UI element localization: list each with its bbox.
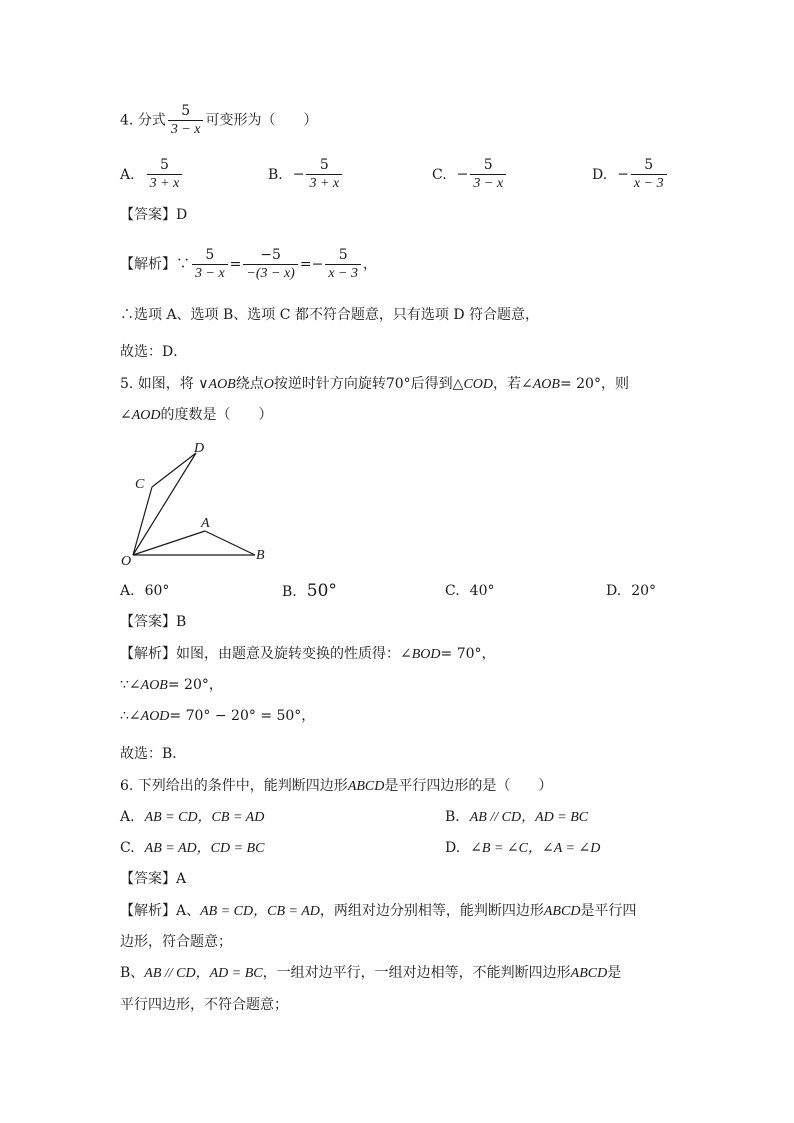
option-label: C. (445, 583, 460, 599)
analysis-text: ∵∠ (120, 677, 141, 693)
option-frac-den: 3 − x (470, 174, 506, 191)
label-d: D (194, 441, 205, 456)
option-value: 20° (631, 583, 657, 599)
stem-text: 的度数是（ ） (160, 407, 273, 423)
option-label: A. (120, 583, 135, 599)
option-value: 40° (469, 583, 495, 599)
q4-option-c[interactable] (432, 158, 508, 191)
q5-choose: 故选：B． (120, 746, 187, 762)
q4-option-b[interactable] (268, 158, 344, 191)
because-symbol: ∵ (176, 256, 190, 273)
answer-tag: 【答案】 (120, 871, 176, 887)
q6-answer (120, 869, 186, 889)
label-b: B (256, 548, 265, 563)
math-condition: AB // CD，AD = BC (144, 966, 263, 981)
stem-text: 绕点 (235, 376, 264, 392)
option-text: AB // CD，AD = BC (469, 810, 589, 825)
q6-analysis-1 (120, 901, 636, 922)
option-fraction (147, 158, 183, 191)
option-label: C. (432, 166, 447, 183)
q5-option-a[interactable] (120, 581, 169, 601)
analysis-fraction-3 (325, 248, 361, 281)
equals-sign: = (299, 256, 312, 273)
q4-number: 4. (120, 112, 134, 129)
q4-option-a[interactable] (120, 158, 184, 191)
math-abcd: ABCD (570, 966, 608, 981)
option-fraction (631, 158, 667, 191)
q5-answer (120, 612, 186, 632)
q5-analysis-3 (120, 706, 315, 727)
analysis-text: B、 (120, 965, 145, 981)
q4-frac-num: 5 (181, 103, 191, 119)
segment-oc (133, 487, 152, 555)
equals-sign: = (229, 256, 242, 273)
option-label: A. (120, 166, 135, 183)
option-frac-num: 5 (319, 157, 329, 173)
q4-analysis (120, 248, 377, 281)
q5-option-d[interactable] (606, 581, 656, 601)
analysis-text: ，两组对边分别相等，能判断四边形 (319, 903, 544, 919)
math-bod: BOD (411, 647, 441, 662)
answer-value: B (176, 614, 187, 630)
analysis-text: ∴∠ (120, 708, 141, 724)
segment-ab (205, 531, 255, 555)
segment-od (133, 453, 196, 555)
option-value: 60° (144, 583, 170, 599)
analysis-fraction-2 (243, 248, 297, 281)
option-label: B. (268, 166, 283, 183)
option-sign: − (456, 166, 469, 183)
frac-num: 5 (205, 247, 215, 263)
option-frac-den: x − 3 (631, 174, 667, 191)
option-text: ∠B = ∠C，∠A = ∠D (470, 841, 601, 856)
analysis-text: 是 (607, 965, 622, 981)
analysis-tag: 【解析】 (120, 903, 176, 919)
analysis-text: 如图，由题意及旋转变换的性质得：∠ (176, 646, 412, 662)
q6-option-b[interactable] (445, 807, 588, 828)
option-label: D. (606, 583, 622, 599)
analysis-tag: 【解析】 (120, 256, 176, 273)
q5-stem-line1 (120, 374, 629, 395)
q4-stem-post: 可变形为（ ） (205, 112, 318, 129)
q6-analysis-4: 平行四边形，不符合题意； (120, 997, 288, 1013)
punctuation: ， (362, 256, 377, 273)
option-fraction (306, 158, 342, 191)
q6-option-c[interactable] (120, 838, 264, 859)
option-frac-num: 5 (159, 157, 169, 173)
option-label: B. (282, 584, 297, 600)
frac-den: −(3 − x) (243, 264, 297, 281)
q6-analysis-3 (120, 963, 621, 984)
stem-text: ，若∠ (493, 376, 533, 392)
option-label: C. (120, 840, 135, 856)
q5-option-c[interactable] (445, 581, 495, 601)
analysis-tag: 【解析】 (120, 646, 176, 662)
stem-text: 按逆时针方向旋转70°后得到△ (273, 376, 464, 392)
option-value: 50° (306, 581, 337, 601)
q5-stem-line2 (120, 405, 273, 426)
stem-text: ∠ (120, 407, 132, 423)
segment-cd (152, 453, 196, 487)
q4-conclusion: ∴选项 A、选项 B、选项 C 都不符合题意，只有选项 D 符合题意， (120, 307, 540, 323)
q4-stem-pre: 分式 (137, 112, 166, 129)
label-a: A (201, 516, 210, 531)
q6-stem (120, 776, 552, 797)
q4-choose: 故选：D． (120, 344, 188, 360)
q5-option-b[interactable] (282, 581, 337, 602)
q6-option-a[interactable] (120, 807, 264, 828)
stem-text: 5. 如图，将 ∨ (120, 376, 209, 392)
analysis-text: = 70°， (440, 646, 496, 662)
segment-oa (133, 531, 205, 555)
q6-analysis-2: 边形，符合题意； (120, 934, 232, 950)
math-aob: AOB (532, 377, 560, 392)
option-label: D. (445, 840, 461, 856)
analysis-text: = 20°， (167, 677, 223, 693)
label-c: C (135, 477, 145, 492)
label-o: O (121, 554, 132, 569)
q6-option-d[interactable] (445, 838, 600, 859)
math-abcd: ABCD (543, 904, 581, 919)
math-cod: COD (463, 377, 494, 392)
q4-option-d[interactable] (592, 158, 669, 191)
math-o: O (263, 377, 274, 392)
q4-answer (120, 205, 187, 225)
math-abcd: ABCD (347, 779, 385, 794)
q4-frac-den: 3 − x (168, 120, 204, 137)
math-aob: AOB (208, 377, 236, 392)
q4-fraction (168, 104, 204, 137)
option-sign: − (617, 166, 629, 183)
option-fraction (470, 158, 506, 191)
figure-lines (133, 453, 255, 555)
option-label: A. (120, 809, 135, 825)
math-condition: AB = CD，CB = AD (200, 904, 320, 919)
answer-tag: 【答案】 (120, 207, 176, 223)
q5-analysis-2 (120, 675, 223, 696)
option-frac-den: 3 + x (147, 174, 183, 191)
minus-sign: − (311, 256, 324, 273)
answer-tag: 【答案】 (120, 614, 176, 630)
option-text: AB = CD，CB = AD (144, 810, 265, 825)
answer-value: A (176, 871, 187, 887)
math-aod: AOD (131, 408, 161, 423)
analysis-fraction-1 (192, 248, 228, 281)
math-aob: AOB (140, 678, 168, 693)
q5-analysis-1 (120, 644, 496, 665)
frac-num: −5 (260, 247, 281, 263)
analysis-text: 是平行四 (580, 903, 637, 919)
frac-den: 3 − x (192, 264, 228, 281)
frac-num: 5 (338, 247, 348, 263)
option-text: AB = AD，CD = BC (144, 841, 265, 856)
option-frac-num: 5 (483, 157, 493, 173)
option-label: D. (592, 166, 608, 183)
stem-text: = 20°，则 (559, 376, 629, 392)
analysis-text: = 70° − 20° = 50°， (169, 708, 316, 724)
frac-den: x − 3 (325, 264, 361, 281)
q5-figure (110, 435, 280, 570)
math-aod: AOD (140, 709, 170, 724)
stem-text: 6. 下列给出的条件中，能判断四边形 (120, 778, 348, 794)
option-label: B. (445, 809, 460, 825)
option-sign: − (292, 166, 305, 183)
analysis-text: ，一组对边平行，一组对边相等，不能判断四边形 (262, 965, 571, 981)
answer-value: D (176, 207, 188, 223)
option-frac-num: 5 (644, 157, 654, 173)
analysis-text: A、 (176, 903, 201, 919)
option-frac-den: 3 + x (306, 174, 342, 191)
stem-text: 是平行四边形的是（ ） (384, 778, 553, 794)
q4-stem (120, 104, 317, 137)
